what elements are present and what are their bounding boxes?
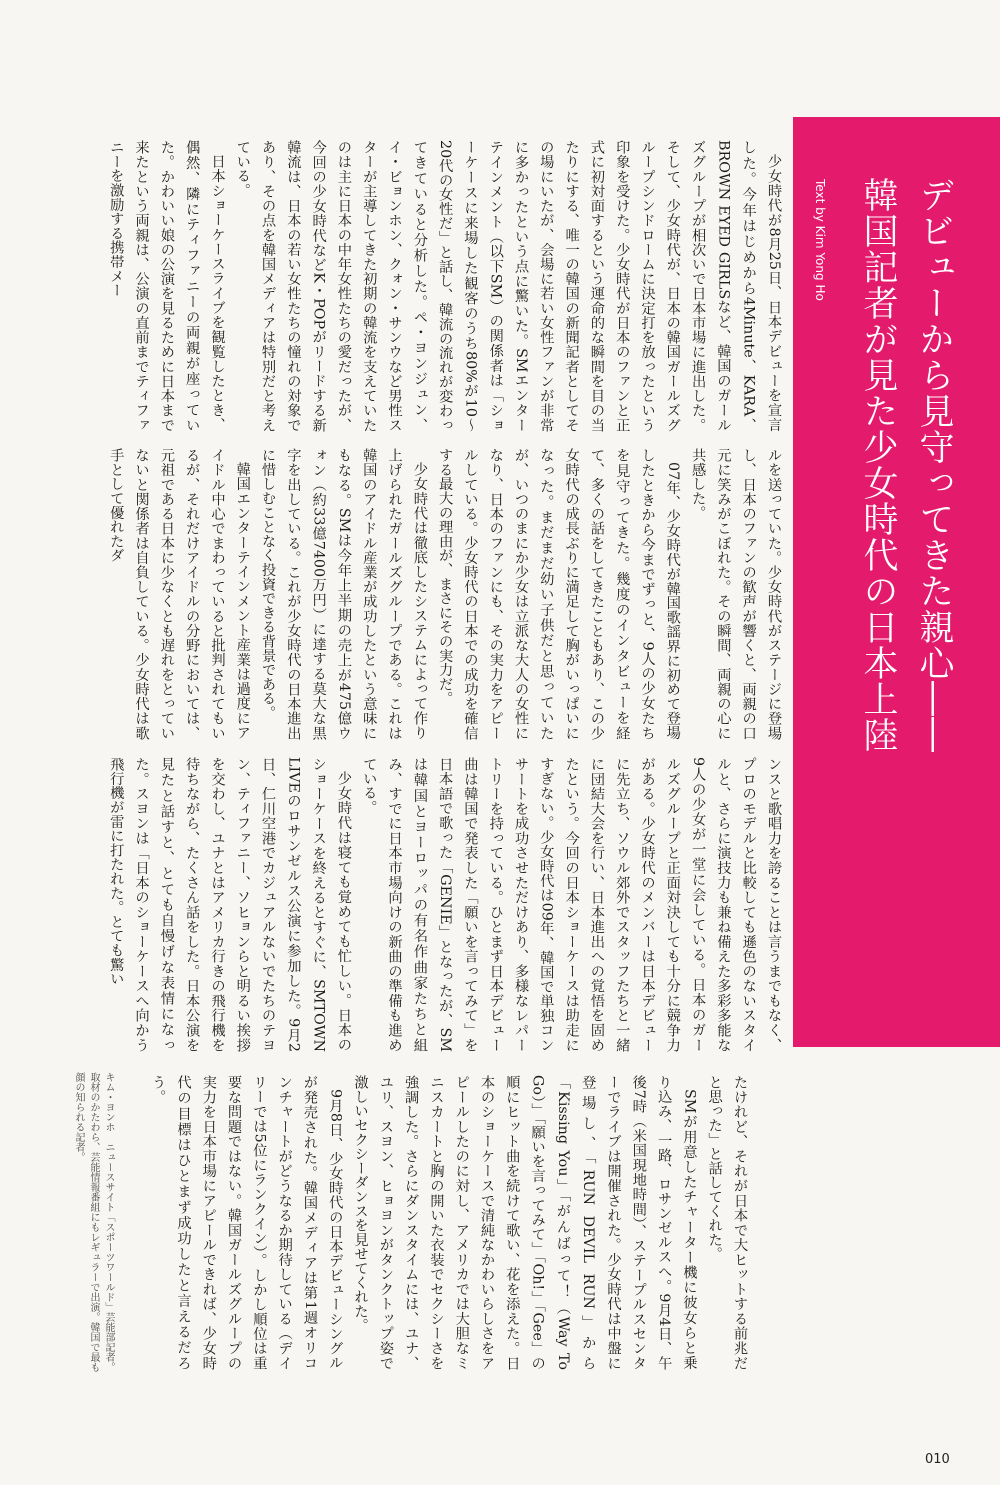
page-number: 010: [925, 1452, 950, 1467]
article-title-line-2: 韓国記者が見た少女時代の日本上陸: [858, 177, 898, 753]
author-profile: [73, 1072, 116, 1372]
paragraph: たけれど、それが日本で大ヒットする前兆だと思った」と話してくれた。: [706, 1075, 748, 1370]
paragraph: SMが用意したチャーター機に彼女らと乗り込み、一路、ロサンゼルスへ。9月4日、午後7時（米国現地時間）、ステープルスセンターでライブは開催された。少女時代は中盤に登場し、「RUN DEVIL RUN」から「Kissing You」「がんばって！（Way To Go）」「願いを言ってみて」「Oh!」「Gee」の順にヒット曲を続けて歌い、花を添えた。日本のショーケースで清純なかわいらしさをアピールしたのに対し、アメリカでは大胆なミニスカートと胸の開いた衣装でセクシーさを強調した。さらにダンスタイムには、ユナ、ユリ、スヨン、ヒョヨンがタンクトップ姿で激しいセクシーダンスを見せてくれた。: [352, 1075, 698, 1370]
paragraph: 少女時代が8月25日、日本デビューを宣言した。今年はじめから4Minute、KARA、BROWN EYED GIRLSなど、韓国のガールズグループが相次いで日本市場に進出した。そして、少女時代が、日本の韓国ガールズグループシンドロームに決定打を放ったという印象を受けた。少女時代が日本のファンと正式に初対面するという運命的な瞬間を目の当たりにする、唯一の韓国の新聞記者としてその場にいたが、会場に若い女性ファンが非常に多かったという点に驚いた。SMエンターテインメント（以下SM）の関係者は「ショーケースに来場した観客のうち80%が10～20代の女性だ」と話し、韓流の流れが変わってきていると分析した。ペ・ヨンジュン、イ・ビョンホン、クォン・サンウなど男性スターが主導してきた初期の韓流を支えていたのは主に日本の中年女性たちの愛だったが、今回の少女時代などK・POPがリードする新韓流は、日本の若い女性たちの憧れの対象であり、その点を韓国メディアは特別だと考えている。: [234, 140, 782, 432]
paragraph: 少女時代は寝ても覚めても忙しい。日本のショーケースを終えるとすぐに、SMTOWN LIVEのロサンゼルス公演に参加した。9月2日、仁川空港でカジュアルないでたちのテヨン、ティファニー、ソヒョンらと明るい挨拶を交わし、ユナとはアメリカ行きの飛行機を待ちながら、たくさん話をした。日本公演を見たと話すと、とても自慢げな表情になった。スヨンは「日本のショーケースへ向かう飛行機が雷に打たれた。とても驚い: [108, 757, 352, 1052]
article-title-line-1: デビューから見守ってきた親心――: [914, 177, 954, 753]
paragraph: 少女時代は徹底したシステムによって作り上げられたガールズグループである。これは韓国のアイドル産業が成功したという意味にもなる。SMは今年上半期の売上が475億ウォン（約33億7400万円）に達する莫大な黒字を出している。これが少女時代の日本進出に惜しむことなく投資できる背景である。: [260, 448, 428, 740]
paragraph: 韓国エンターテインメント産業は過度にアイドル中心でまわっていると批判されてもいるが、それだけアイドルの分野においては、元祖である日本に少なくとも遅れをとっていないと関係者は自負している。少女時代は歌手として優れたダ: [108, 448, 251, 740]
paragraph: 9月8日、少女時代の日本デビューシングルが発売された。韓国メディアは第1週オリコンチャートがどうなるか期待している（デイリーでは5位にランクイン）。しかし順位は重要な問題ではない。韓国ガールズグループの実力を日本市場にアピールできれば、少女時代の目標はひとまず成功したと言えるだろう。: [150, 1075, 344, 1370]
paragraph: ルを送っていた。少女時代がステージに登場し、日本のファンの歓声が響くと、両親の口元に笑みがこぼれた。その瞬間、両親の心に共感した。: [690, 448, 782, 740]
paragraph: 日本ショーケースライブを観覧したとき、偶然、隣にティファニーの両親が座っていた。かわいい娘の公演を見るために日本まで来たという両親は、公演の直前までティファニーを激励する携帯メー: [108, 140, 226, 432]
article-tier-1: [88, 140, 786, 432]
author-profile-text: キム・ヨンホ ニュースサイト「スポーツワールド」芸能部記者。取材のかたわら、芸能情報番組にもレギュラーで出演。韓国で最も顔の知られる記者。: [73, 1072, 114, 1372]
byline: Text by Kim Yong Ho: [813, 179, 827, 301]
article-tier-3: [88, 757, 786, 1052]
title-panel: [793, 117, 1000, 1047]
paragraph: ンスと歌唱力を誇ることは言うまでもなく、プロのモデルと比較しても遜色のないスタイルと、さらに演技力も兼ね備えた多彩多能な9人の少女が一堂に会している。日本のガールズグループと正面対決しても十分に競争力がある。少女時代のメンバーは日本デビューに先立ち、ソウル郊外でスタッフたちと一緒に団結大会を行い、日本進出への覚悟を固めたという。今回の日本ショーケースは助走にすぎない。少女時代は09年、韓国で単独コンサートを成功させただけあり、多様なレパートリーを持っている。ひとまず日本デビュー曲は韓国で発表した「願いを言ってみて」を日本語で歌った「GENIE」となったが、SMは韓国とヨーロッパの有名作曲家たちと組み、すでに日本市場向けの新曲の準備も進めている。: [361, 757, 782, 1052]
paragraph: 07年、少女時代が韓国歌謡界に初めて登場したときから今までずっと、9人の少女たちを見守ってきた。幾度のインタビューを経て、多くの話をしてきたこともあり、この少女時代の成長ぶりに満足して胸がいっぱいになった。まだまだ幼い子供だと思っていたが、いつのまにか少女は立派な大人の女性になり、日本のファンにも、その実力をアピールしている。少女時代の日本での成功を確信する最大の理由が、まさにその実力だ。: [437, 448, 681, 740]
article-tier-4: [120, 1075, 752, 1370]
article-tier-2: [88, 448, 786, 740]
